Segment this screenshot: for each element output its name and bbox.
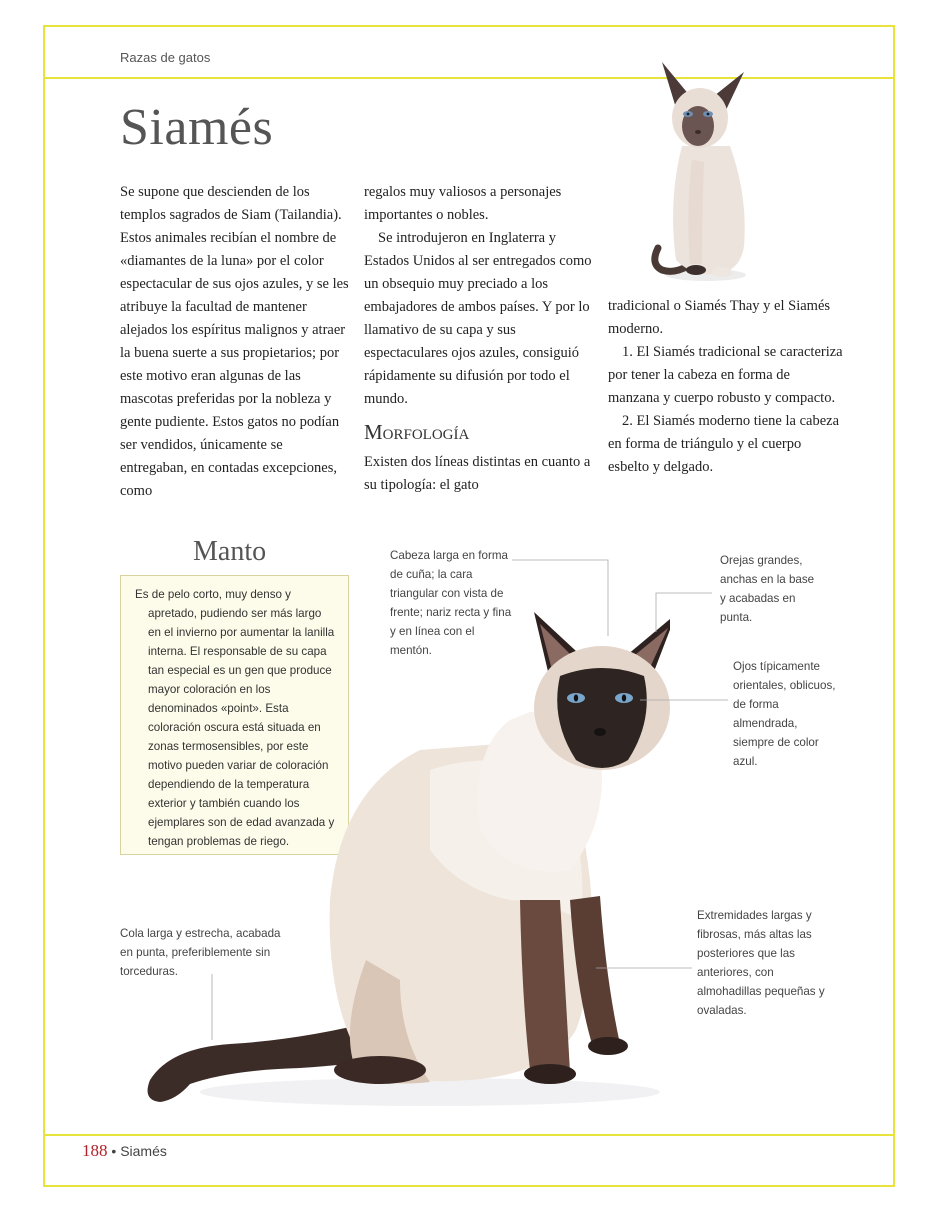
siamese-cat-photo <box>130 600 670 1110</box>
callout-orejas-text: Orejas grandes, anchas en la base y acabadas en punta. <box>720 554 815 624</box>
callout-extremidades <box>697 906 837 1020</box>
manto-heading: Manto <box>193 536 267 567</box>
page-footer <box>82 1141 167 1161</box>
running-head: Razas de gatos <box>120 50 211 65</box>
column-3-paragraph-1: tradicional o Siamés Thay y el Siamés moderno. <box>608 298 831 337</box>
footer-separator: • <box>111 1143 117 1159</box>
column-2-paragraph-3: Existen dos líneas distintas en cuanto a su tipología: el gato <box>364 454 591 493</box>
callout-extremidades-text: Extremidades largas y fibrosas, más altas las posteriores que las anteriores, con almohadillas pequeñas y ovaladas. <box>697 909 825 1017</box>
column-1-paragraph: Se supone que descienden de los templos sagrados de Siam (Tailandia). Estos animales recibían el nombre de «diamantes de la luna» por el color espectacular de sus ojos azules, y se les atribuye la facultad de mantener alejados los espíritus malignos y atraer la buena suerte a sus propietarios; por este motivo eran algunas de las mascotas preferidas por la nobleza y gente pudiente. Estos gatos no podían ser vendidos, únicamente se entregaban, en contadas excepciones, como <box>120 184 349 499</box>
callout-cola-text: Cola larga y estrecha, acabada en punta, preferiblemente sin torceduras. <box>120 927 281 978</box>
morfologia-heading: Morfología <box>364 420 470 444</box>
text-column-2 <box>364 181 596 497</box>
column-3-paragraph-3: 2. El Siamés moderno tiene la cabeza en forma de triángulo y el cuerpo esbelto y delgado. <box>608 413 840 475</box>
kitten-photo <box>648 50 760 285</box>
callout-ojos-text: Ojos típicamente orientales, oblicuos, de forma almendrada, siempre de color azul. <box>733 660 836 768</box>
column-2-paragraph-1: regalos muy valiosos a personajes importantes o nobles. <box>364 184 562 223</box>
text-column-1 <box>120 181 352 503</box>
text-column-3 <box>608 295 844 479</box>
column-3-paragraph-2: 1. El Siamés tradicional se caracteriza por tener la cabeza en forma de manzana y cuerpo robusto y compacto. <box>608 344 843 406</box>
header-rule <box>43 77 895 79</box>
callout-orejas <box>720 551 820 627</box>
footer-section: Siamés <box>120 1143 167 1159</box>
footer-rule <box>43 1134 895 1136</box>
callout-cola <box>120 924 288 981</box>
callout-cabeza-text: Cabeza larga en forma de cuña; la cara triangular con vista de frente; nariz recta y fina y en línea con el mentón. <box>390 549 512 657</box>
page-title: Siamés <box>120 99 274 156</box>
page-number: 188 <box>82 1141 108 1160</box>
manto-text: Es de pelo corto, muy denso y apretado, pudiendo ser más largo en el invierno por aumentar la lanilla interna. El responsable de su capa tan especial es un gen que produce mayor coloración en los denominados «point». Esta coloración oscura está situada en zonas termosensibles, por este motivo pueden variar de coloración dependiendo de la temperatura exterior y también cuando los ejemplares son de edad avanzada y tengan problemas de riego. <box>135 588 335 848</box>
column-2-paragraph-2: Se introdujeron en Inglaterra y Estados Unidos al ser entregados como un obsequio muy preciado a los embajadores de ambos países. Y por lo llamativo de su capa y sus espectaculares ojos azules, consiguió rápidamente su difusión por todo el mundo. <box>364 230 592 407</box>
callout-cabeza <box>390 546 512 660</box>
callout-ojos <box>733 657 841 771</box>
